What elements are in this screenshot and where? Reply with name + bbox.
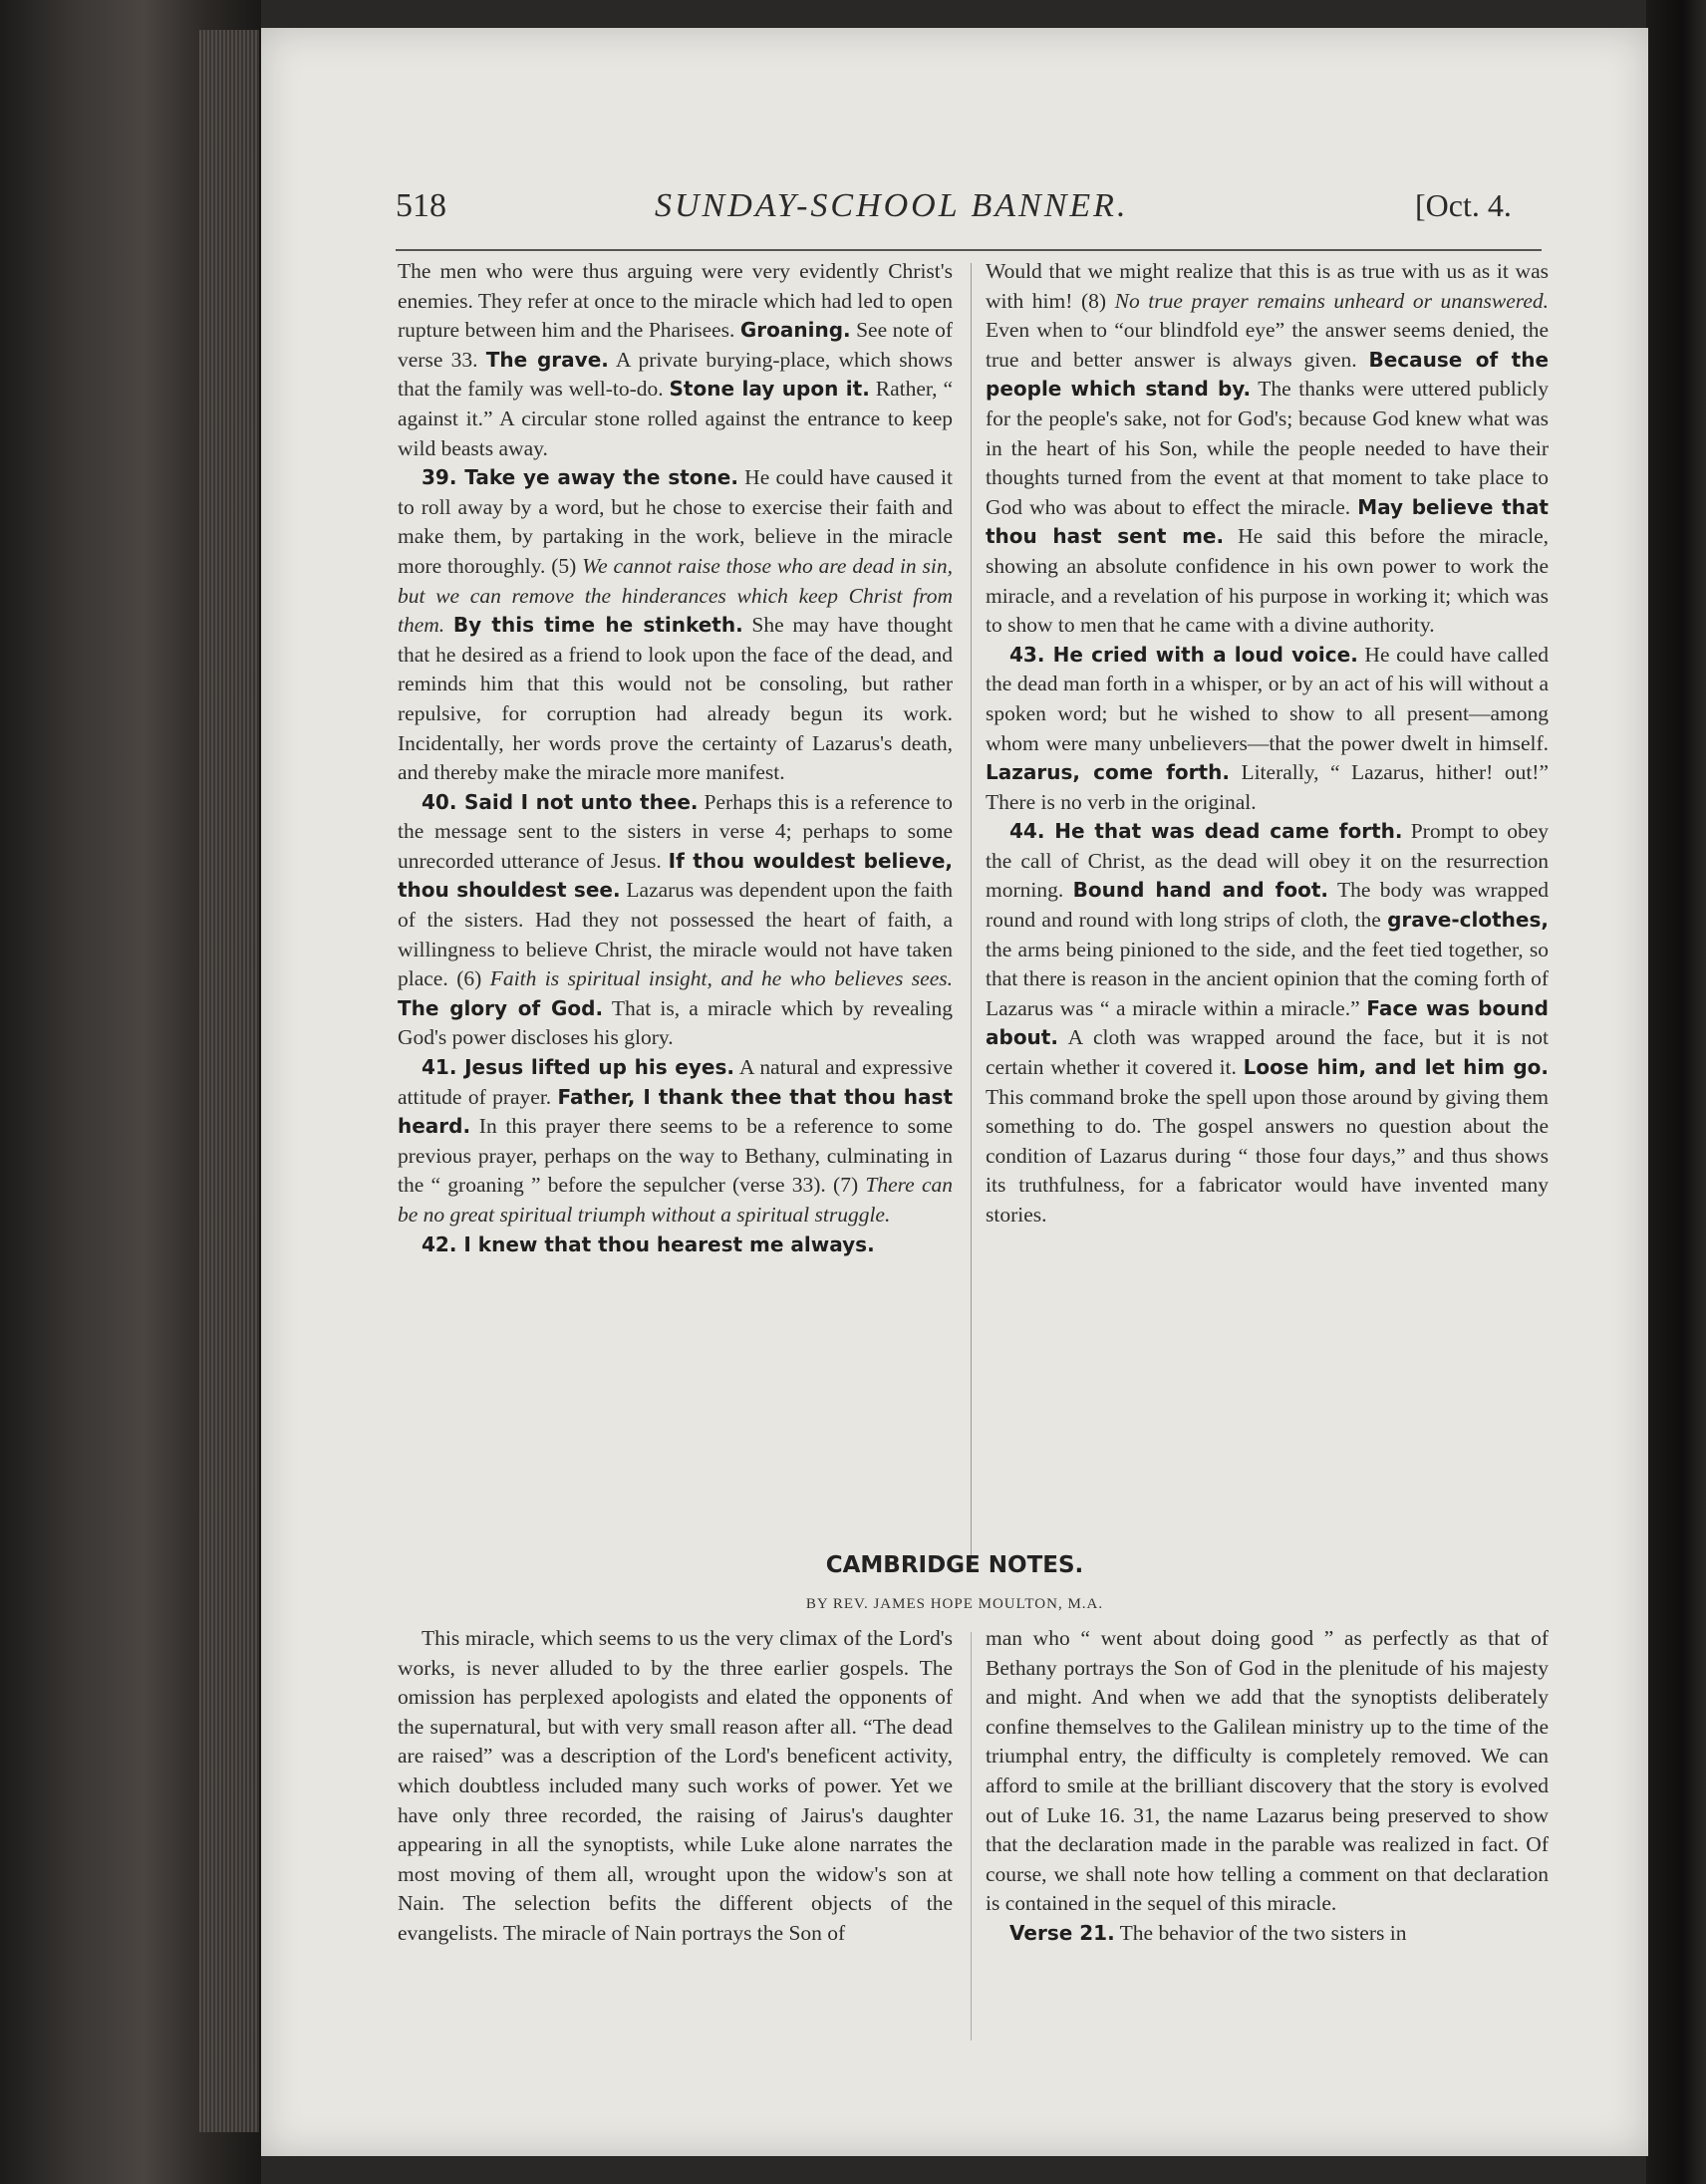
body-text: Would that we might realize that this is as true with us as it was with him! (8) <box>986 259 1549 313</box>
paragraph <box>398 1053 953 1230</box>
body-text: The men who were thus arguing were very evidently Christ's enemies. They refer at once to the miracle which had led to open rupture between him and the Pharisees. <box>398 259 953 343</box>
lemma-heading: By this time he stinketh. <box>452 613 743 638</box>
body-text: A private burying-place, which shows that the family was well-to-do. <box>398 347 953 402</box>
body-text: Perhaps this is a reference to the message sent to the sisters in verse 4; perhaps to some unrecorded utterance of Jesus. <box>398 789 953 873</box>
lemma-heading: Stone lay upon it. <box>669 377 870 402</box>
lemma-heading: May believe that thou hast sent me. <box>986 494 1549 549</box>
italic-lesson-note: No true prayer remains unheard or unanswered. <box>1114 288 1549 313</box>
lemma-heading: Loose him, and let him go. <box>1243 1055 1549 1080</box>
lemma-heading: 41. Jesus lifted up his eyes. <box>422 1055 734 1080</box>
body-text: A natural and expressive attitude of prayer. <box>398 1055 954 1109</box>
body-text: This command broke the spell upon those around by giving them something to do. The gospel answers no question about the condition of Lazarus during “ those four days,” and thus shows its truthfulness, for a fabricator would have invented many stories. <box>986 1084 1549 1227</box>
lemma-heading: Lazarus, come forth. <box>986 760 1230 785</box>
body-text <box>444 613 453 637</box>
column-divider <box>971 263 972 1568</box>
body-text: Lazarus was dependent upon the faith of the sisters. Had they not possessed the heart of faith, a willingness to believe Christ, the miracle would not have taken place. (6) <box>398 878 953 991</box>
body-text: Literally, “ Lazarus, hither! out!” There is no verb in the original. <box>986 760 1549 814</box>
lemma-heading: 39. Take ye away the stone. <box>422 465 738 490</box>
body-text: Even when to “our blindfold eye” the answer seems denied, the true and better answer is always given. <box>986 318 1549 372</box>
lemma-heading: 42. I knew that thou hearest me always. <box>422 1231 875 1256</box>
paragraph <box>986 641 1549 818</box>
body-text: Prompt to obey the call of Christ, as the dead will obey it on the resurrection morning. <box>986 819 1549 903</box>
body-text: Rather, “ against it.” A circular stone rolled against the entrance to keep wild beasts away. <box>398 377 954 460</box>
body-text: He could have caused it to roll away by a word, but he chose to exercise their faith and make them, by partaking in the work, believe in the miracle more thoroughly. (5) <box>398 465 953 578</box>
running-title: SUNDAY-SCHOOL BANNER. <box>655 187 1129 224</box>
header-rule <box>396 249 1542 251</box>
paragraph <box>986 257 1549 641</box>
lemma-heading: grave-clothes, <box>1387 908 1549 933</box>
lemma-heading: The glory of God. <box>398 995 604 1020</box>
body-text: See note of verse 33. <box>398 318 953 372</box>
paragraph <box>398 463 953 788</box>
body-text: He said this before the miracle, showing an absolute confidence in his own power to work the miracle, and a revelation of his purpose in working it; which was to show to men that he came with a divine authority. <box>986 524 1549 638</box>
lemma-heading: 40. Said I not unto thee. <box>422 789 699 814</box>
paragraph <box>398 1230 953 1260</box>
page-number: 518 <box>396 187 446 224</box>
body-text: That is, a miracle which by revealing God's power discloses his glory. <box>398 995 953 1050</box>
paragraph <box>398 788 953 1053</box>
body-text: man who “ went about doing good ” as perfectly as that of Bethany portrays the Son of God in the plenitude of his majesty and might. And when we add that the synoptists deliberately confine themselves to the Galilean ministry up to the time of the triumphal entry, the difficulty is completely removed. We can afford to smile at the brilliant discovery that the story is evolved out of Luke 16. 31, the name Lazarus being preserved to show that the declaration made in the parable was realized in fact. Of course, we shall note how telling a comment on that declaration is contained in the sequel of this miracle. <box>986 1626 1549 1916</box>
body-text: In this prayer there seems to be a reference to some previous prayer, perhaps on the way to Bethany, culminating in the “ groaning ” before the sepulcher (verse 33). (7) <box>398 1114 953 1198</box>
lemma-heading: If thou wouldest believe, thou shouldest see. <box>398 848 953 903</box>
lemma-heading: Bound hand and foot. <box>1072 878 1328 903</box>
bottom-right-column <box>986 1624 1549 1949</box>
paragraph: This miracle, which seems to us the very climax of the Lord's works, is never alluded to by the three earlier gospels. The omission has perplexed apologists and elated the opponents of the supernatural, but with very small reason after all. “The dead are raised” was a description of the Lord's beneficent activity, which doubtless included many such works of power. Yet we have only three recorded, the raising of Jairus's daughter appearing in all the synoptists, while Luke alone narrates the most moving of them all, wrought upon the widow's son at Nain. The selection befits the different objects of the evangelists. The miracle of Nain portrays the Son of <box>398 1626 953 1945</box>
paragraph <box>398 257 953 463</box>
left-column <box>398 257 953 1259</box>
paragraph <box>986 1919 1549 1949</box>
bottom-left-column <box>398 1624 953 1949</box>
lemma-heading: Face was bound about. <box>986 995 1549 1050</box>
lemma-heading: 44. He that was dead came forth. <box>1009 819 1403 844</box>
right-column <box>986 257 1549 1230</box>
italic-lesson-note: Faith is spiritual insight, and he who believes sees. <box>489 966 953 991</box>
body-text: The thanks were uttered publicly for the people's sake, not for God's; because God knew what was in the heart of his Son, while the people needed to have their thoughts turned from the event at that moment to take place to God who was about to effect the miracle. <box>986 377 1549 519</box>
italic-lesson-note: There can be no great spiritual triumph without a spiritual struggle. <box>398 1173 954 1227</box>
column-divider <box>971 1632 972 2041</box>
section-title: CAMBRIDGE NOTES. <box>825 1552 1084 1578</box>
italic-lesson-note: We cannot raise those who are dead in sin, but we can remove the hinderances which keep Christ from them. <box>398 553 953 638</box>
body-text: He could have called the dead man forth in a whisper, or by an act of his will without a spoken word; but he wished to show to all present—among whom were many unbelievers—that the power dwelt in himself. <box>986 642 1549 755</box>
lemma-heading: Verse 21. <box>1009 1920 1115 1945</box>
lemma-heading: 43. He cried with a loud voice. <box>1009 642 1358 667</box>
paragraph <box>986 817 1549 1229</box>
lemma-heading: The grave. <box>485 347 609 372</box>
body-text: The body was wrapped round and round with long strips of cloth, the <box>986 878 1549 933</box>
paragraph <box>986 1624 1549 1919</box>
body-text: The behavior of the two sisters in <box>1114 1920 1407 1945</box>
book-page <box>261 28 1648 2156</box>
issue-date: [Oct. 4. <box>1415 187 1512 223</box>
section-byline: BY REV. JAMES HOPE MOULTON, M.A. <box>805 1596 1104 1612</box>
body-text: She may have thought that he desired as a friend to look upon the face of the dead, and reminds him that this would not be consoling, but rather repulsive, for corruption had already begun its work. Incidentally, her words prove the certainty of Lazarus's death, and thereby make the miracle more manifest. <box>398 613 953 785</box>
adjacent-page-edge <box>1646 0 1706 2184</box>
lemma-heading: Groaning. <box>739 318 851 343</box>
body-text: A cloth was wrapped around the face, but it is not certain whether it covered it. <box>986 1025 1549 1080</box>
body-text: the arms being pinioned to the side, and the feet tied together, so that there is reason in the ancient opinion that the coming forth of Lazarus was “ a miracle within a miracle.” <box>986 937 1549 1020</box>
lemma-heading: Because of the people which stand by. <box>986 347 1550 402</box>
lemma-heading: Father, I thank thee that thou hast heard. <box>398 1084 954 1139</box>
page-edge-stack <box>199 30 259 2132</box>
